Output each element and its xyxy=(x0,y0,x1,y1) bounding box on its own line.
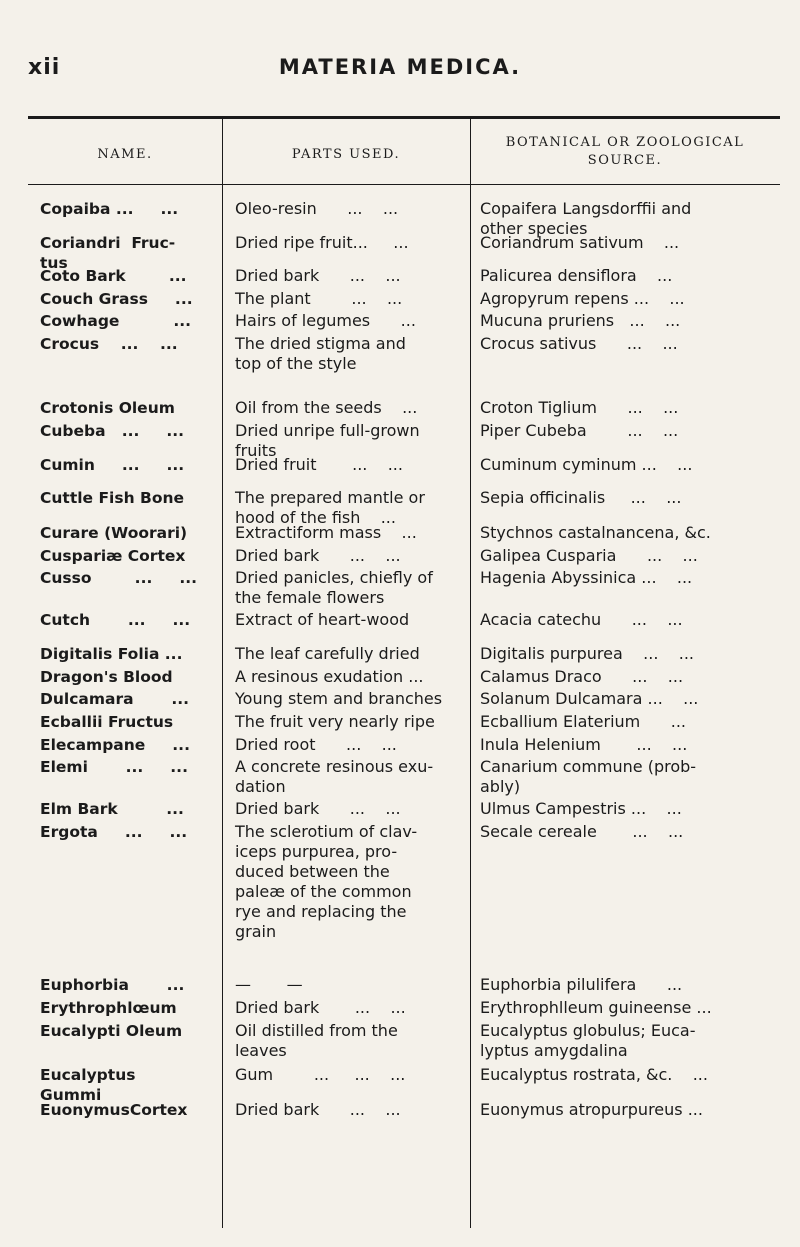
drug-name: Digitalis Folia ... xyxy=(40,645,183,663)
botanical-source: Eucalyptus rostrata, &c. ... xyxy=(480,1065,708,1084)
parts-used: Dried bark ... ... xyxy=(235,998,406,1017)
parts-used: The leaf carefully dried xyxy=(235,644,420,663)
parts-used: Oil from the seeds ... xyxy=(235,398,418,417)
drug-name: Crocus ... ... xyxy=(40,335,178,353)
parts-used: Dried fruit ... ... xyxy=(235,455,403,474)
botanical-source: Piper Cubeba ... ... xyxy=(480,421,679,440)
parts-used: Oil distilled from the leaves xyxy=(235,1021,398,1060)
botanical-source: Erythrophlleum guineense ... xyxy=(480,998,712,1017)
drug-name: Eucalypti Oleum xyxy=(40,1022,183,1040)
drug-name: Curare (Woorari) xyxy=(40,524,188,542)
table-top-rule xyxy=(28,116,780,119)
drug-name: Cowhage ... xyxy=(40,312,192,330)
column-header-parts: PARTS USED. xyxy=(291,147,401,162)
botanical-source: Sepia officinalis ... ... xyxy=(480,488,682,507)
parts-used: The prepared mantle or hood of the fish ... xyxy=(235,488,425,527)
drug-name: Cubeba ... ... xyxy=(40,422,185,440)
drug-name: Copaiba ... ... xyxy=(40,200,179,218)
column-header-name: NAME. xyxy=(97,147,153,162)
column-divider xyxy=(222,118,223,1228)
botanical-source: Euonymus atropurpureus ... xyxy=(480,1100,703,1119)
parts-used: Oleo-resin ... ... xyxy=(235,199,399,218)
drug-name: Cusso ... ... xyxy=(40,569,197,587)
botanical-source: Agropyrum repens ... ... xyxy=(480,289,685,308)
botanical-source: Ecballium Elaterium ... xyxy=(480,712,687,731)
drug-name: Coriandri Fruc- tus xyxy=(40,234,176,272)
botanical-source: Euphorbia pilulifera ... xyxy=(480,975,683,994)
botanical-source: Coriandrum sativum ... xyxy=(480,233,680,252)
parts-used: Gum ... ... ... xyxy=(235,1065,406,1084)
parts-used: Extractiform mass ... xyxy=(235,523,417,542)
drug-name: Elemi ... ... xyxy=(40,758,188,776)
parts-used: Dried unripe full-grown fruits xyxy=(235,421,420,460)
parts-used: Young stem and branches xyxy=(235,689,443,708)
drug-name: Cuttle Fish Bone xyxy=(40,489,185,507)
parts-used: A concrete resinous exu- dation xyxy=(235,757,434,796)
parts-used: The dried stigma and top of the style xyxy=(235,334,406,373)
parts-used: Dried bark ... ... xyxy=(235,266,401,285)
parts-used: The fruit very nearly ripe xyxy=(235,712,435,731)
botanical-source: Copaifera Langsdorffii and other species xyxy=(480,199,692,238)
parts-used: Dried bark ... ... xyxy=(235,799,401,818)
page-number: xii xyxy=(28,55,61,80)
drug-name: Cuspariæ Cortex xyxy=(40,547,186,565)
drug-name: Cutch ... ... xyxy=(40,611,191,629)
drug-name: Cumin ... ... xyxy=(40,456,185,474)
drug-name: Dragon's Blood xyxy=(40,668,173,686)
botanical-source: Digitalis purpurea ... ... xyxy=(480,644,695,663)
parts-used: A resinous exudation ... xyxy=(235,667,424,686)
botanical-source: Galipea Cusparia ... ... xyxy=(480,546,698,565)
running-title: MATERIA MEDICA. xyxy=(278,55,522,79)
botanical-source: Acacia catechu ... ... xyxy=(480,610,683,629)
parts-used: Dried bark ... ... xyxy=(235,1100,401,1119)
botanical-source: Crocus sativus ... ... xyxy=(480,334,678,353)
drug-name: Elecampane ... xyxy=(40,736,190,754)
parts-used: Hairs of legumes ... xyxy=(235,311,416,330)
drug-name: Elm Bark ... xyxy=(40,800,184,818)
header-rule xyxy=(28,184,780,185)
parts-used: Dried bark ... ... xyxy=(235,546,401,565)
botanical-source: Ulmus Campestris ... ... xyxy=(480,799,682,818)
botanical-source: Croton Tiglium ... ... xyxy=(480,398,679,417)
parts-used: Dried ripe fruit... ... xyxy=(235,233,409,252)
botanical-source: Mucuna pruriens ... ... xyxy=(480,311,681,330)
drug-name: Crotonis Oleum xyxy=(40,399,175,417)
botanical-source: Canarium commune (prob- ably) xyxy=(480,757,697,796)
column-divider xyxy=(470,118,471,1228)
drug-name: Couch Grass ... xyxy=(40,290,193,308)
parts-used: The sclerotium of clav- iceps purpurea, pro- duced between the paleæ of the common rye and replacing the grain xyxy=(235,822,418,941)
drug-name: Eucalyptus Gummi xyxy=(40,1066,136,1104)
parts-used: Dried root ... ... xyxy=(235,735,397,754)
botanical-source: Hagenia Abyssinica ... ... xyxy=(480,568,693,587)
parts-used: — — xyxy=(235,975,303,994)
botanical-source: Solanum Dulcamara ... ... xyxy=(480,689,699,708)
botanical-source: Inula Helenium ... ... xyxy=(480,735,688,754)
drug-name: Erythrophlœum xyxy=(40,999,177,1017)
parts-used: The plant ... ... xyxy=(235,289,403,308)
botanical-source: Cuminum cyminum ... ... xyxy=(480,455,693,474)
drug-name: Dulcamara ... xyxy=(40,690,190,708)
botanical-source: Secale cereale ... ... xyxy=(480,822,684,841)
botanical-source: Palicurea densiflora ... xyxy=(480,266,673,285)
column-header-source: BOTANICAL OR ZOOLOGICAL SOURCE. xyxy=(505,135,745,168)
drug-name: Ecballii Fructus xyxy=(40,713,174,731)
parts-used: Dried panicles, chiefly of the female flowers xyxy=(235,568,433,607)
botanical-source: Calamus Draco ... ... xyxy=(480,667,684,686)
drug-name: Ergota ... ... xyxy=(40,823,188,841)
drug-name: Euphorbia ... xyxy=(40,976,185,994)
drug-name: EuonymusCortex xyxy=(40,1101,188,1119)
drug-name: Coto Bark ... xyxy=(40,267,187,285)
parts-used: Extract of heart-wood xyxy=(235,610,410,629)
botanical-source: Eucalyptus globulus; Euca- lyptus amygdalina xyxy=(480,1021,696,1060)
page-header xyxy=(0,55,800,95)
botanical-source: Stychnos castalnancena, &c. xyxy=(480,523,711,542)
